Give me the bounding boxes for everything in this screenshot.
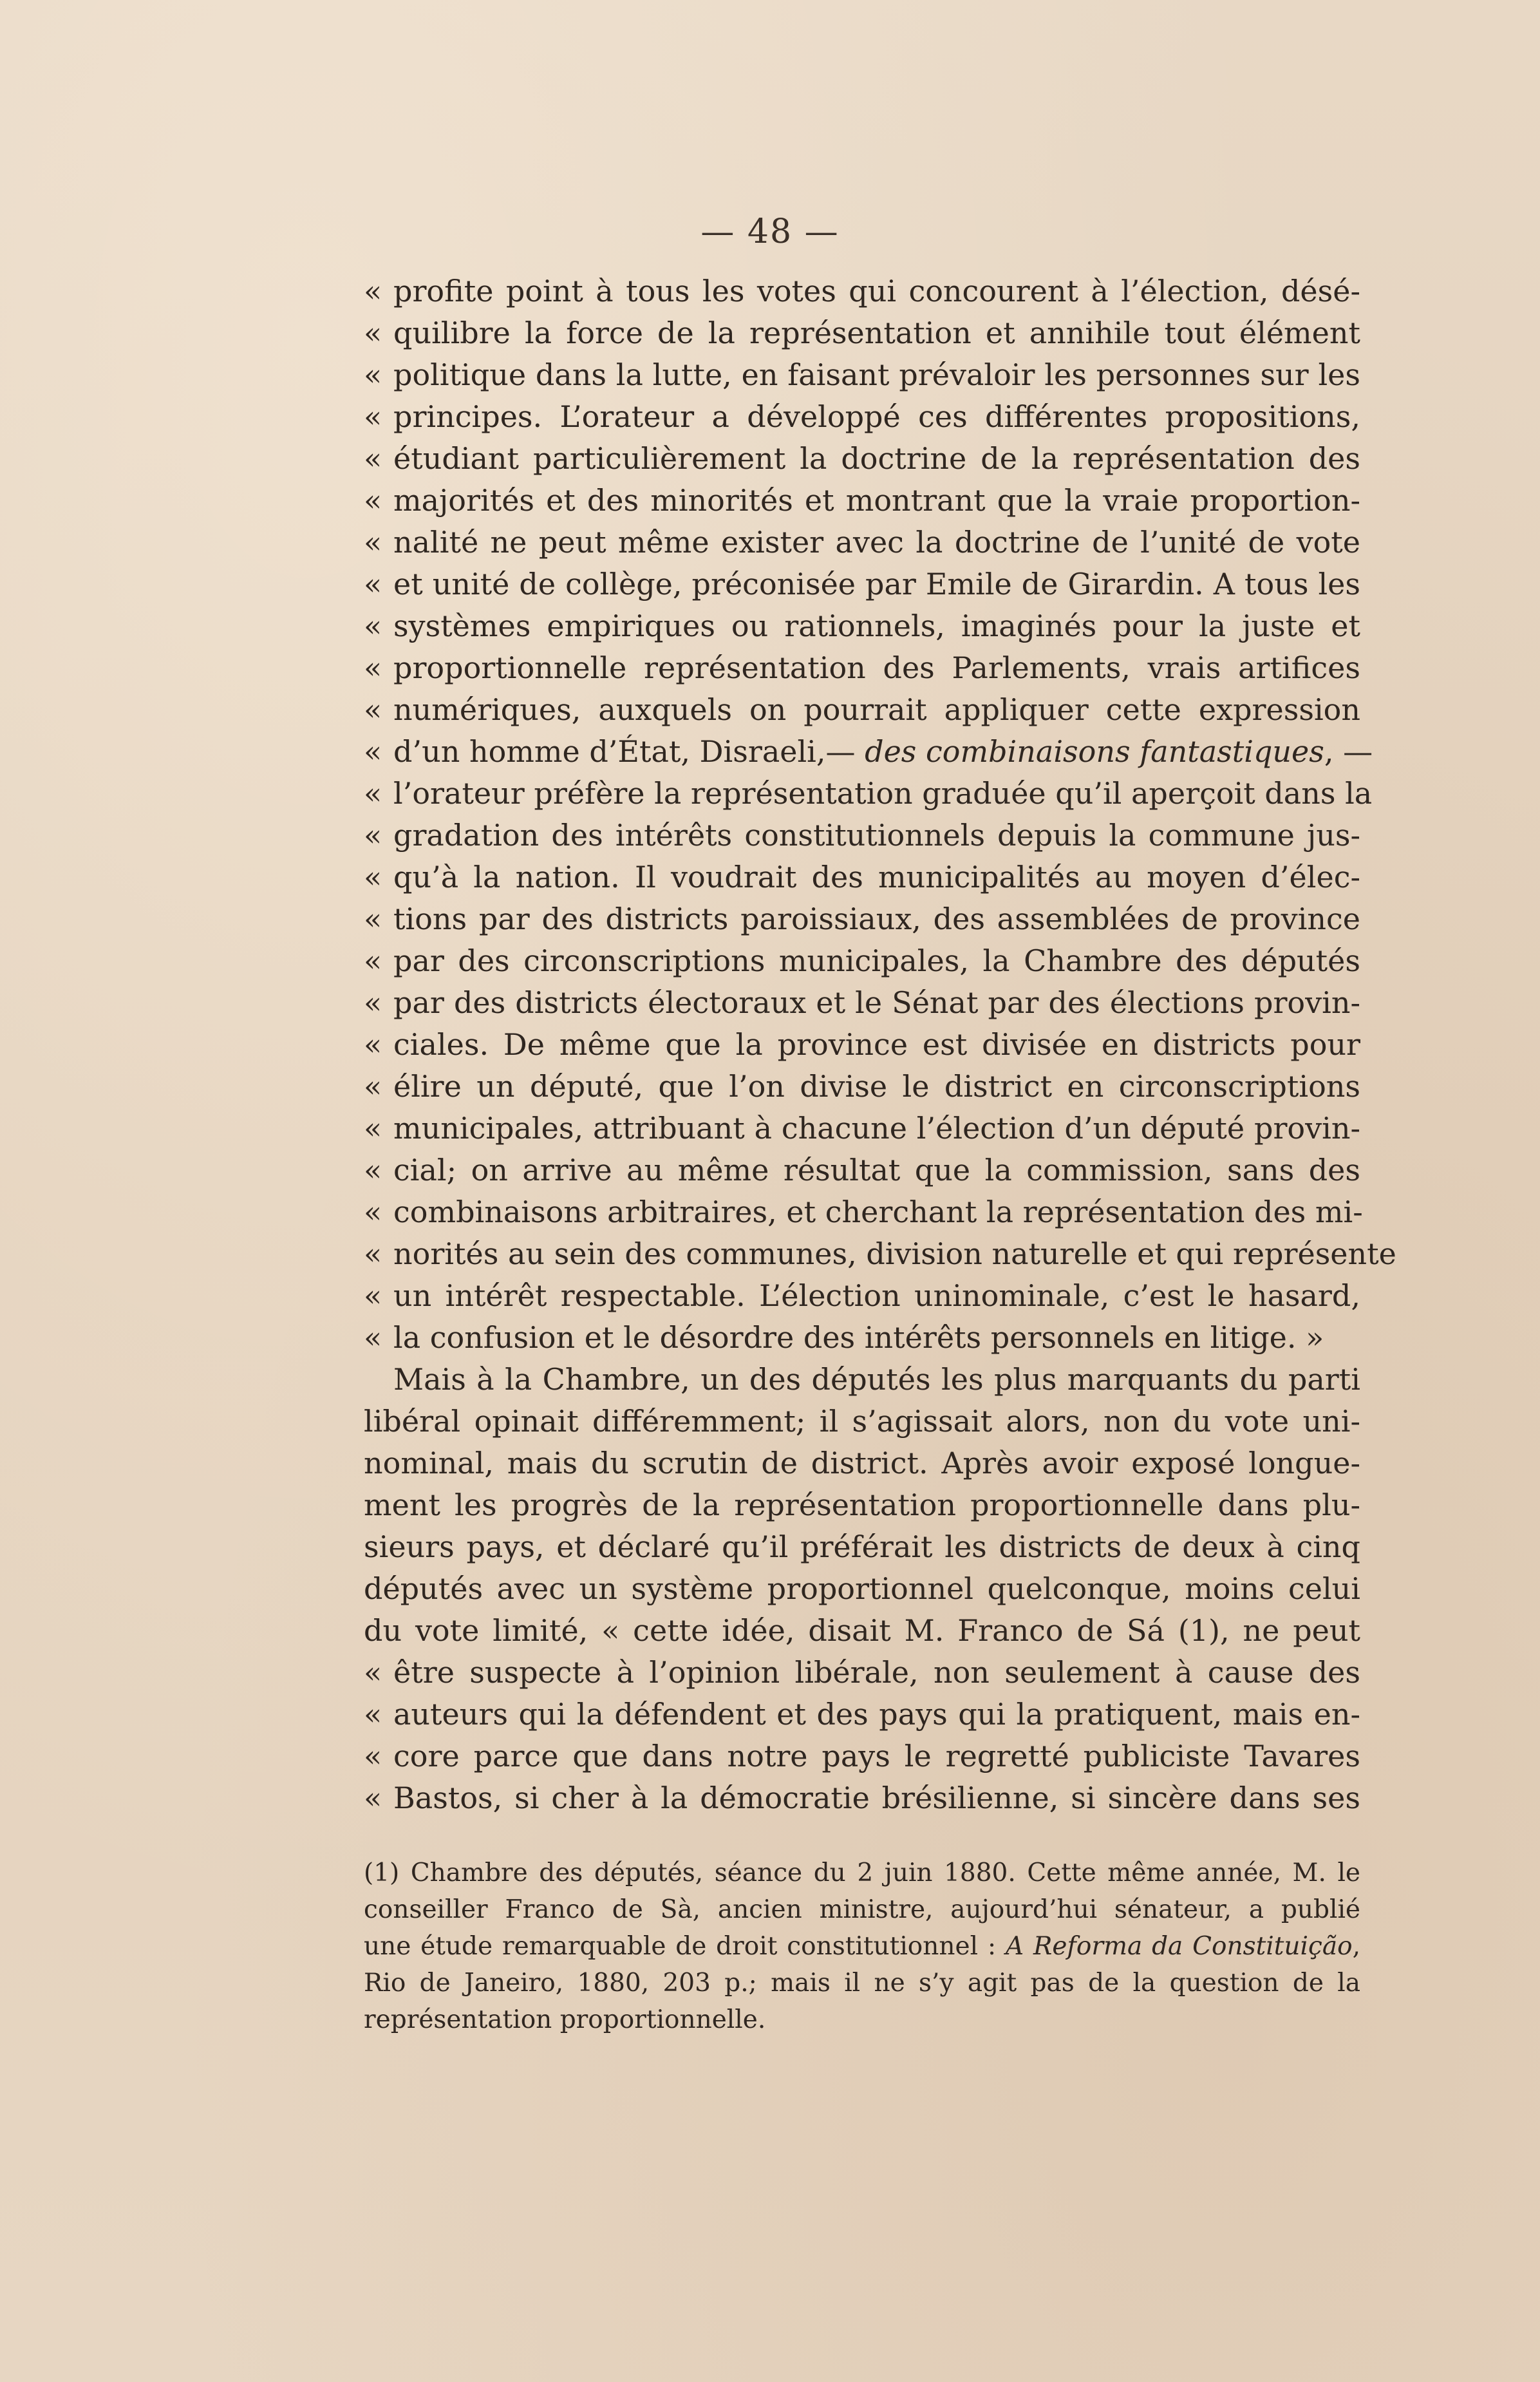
text-line: « par des circonscriptions municipales, la Chambre des députés: [364, 940, 1360, 982]
text-line: « tions par des districts paroissiaux, des assemblées de province: [364, 898, 1360, 940]
text-line: « Bastos, si cher à la démocratie brésilienne, si sincère dans ses: [364, 1777, 1360, 1819]
text-line: « nalité ne peut même exister avec la doctrine de l’unité de vote: [364, 522, 1360, 563]
italic-phrase: des combinaisons fantastiques: [865, 734, 1324, 769]
quote-mark: «: [364, 818, 382, 853]
text-line: « être suspecte à l’opinion libérale, non seulement à cause des: [364, 1652, 1360, 1694]
text-line: « un intérêt respectable. L’élection uninominale, c’est le hasard,: [364, 1275, 1360, 1317]
text-line: « cial; on arrive au même résultat que la commission, sans des: [364, 1149, 1360, 1191]
text-line: Mais à la Chambre, un des députés les plus marquants du parti: [393, 1362, 1360, 1397]
text-line: « ciales. De même que la province est divisée en districts pour: [364, 1024, 1360, 1066]
text-line: « qu’à la nation. Il voudrait des municipalités au moyen d’élec-: [364, 856, 1360, 898]
text-line: « quilibre la force de la représentation et annihile tout élément: [364, 312, 1360, 354]
text-line: « l’orateur préfère la représentation graduée qu’il aperçoit dans la: [364, 773, 1360, 815]
quote-mark: «: [364, 1739, 382, 1773]
text-line: ment les progrès de la représentation proportionnelle dans plu-: [364, 1488, 1360, 1522]
text-line: « norités au sein des communes, division naturelle et qui représente: [364, 1233, 1360, 1275]
quote-mark: «: [364, 609, 382, 643]
quote-mark: «: [364, 902, 382, 936]
quote-mark: «: [364, 1195, 382, 1229]
text-line: « proportionnelle représentation des Parlements, vrais artifices: [364, 647, 1360, 689]
text-line: sieurs pays, et déclaré qu’il préférait les districts de deux à cinq: [364, 1529, 1360, 1564]
text-line: « systèmes empiriques ou rationnels, imaginés pour la juste et: [364, 605, 1360, 647]
quote-mark: «: [364, 943, 382, 978]
text-line: « principes. L’orateur a développé ces différentes propositions,: [364, 396, 1360, 438]
text-line: « combinaisons arbitraires, et cherchant la représentation des mi-: [364, 1191, 1360, 1233]
quote-mark: «: [364, 1278, 382, 1313]
text-line: « d’un homme d’État, Disraeli,— des combinaisons fantastiques, —: [364, 731, 1360, 773]
quote-mark: «: [364, 1781, 382, 1815]
footnote-line: représentation proportionnelle.: [364, 2005, 766, 2034]
page-number: — 48 —: [700, 213, 840, 251]
text-line: « politique dans la lutte, en faisant prévaloir les personnes sur les: [364, 354, 1360, 396]
quote-mark: «: [364, 1236, 382, 1271]
footnote-line: une étude remarquable de droit constitutionnel : A Reforma da Constituição,: [364, 1932, 1360, 1961]
quote-mark: «: [364, 525, 382, 560]
quote-mark: «: [364, 1111, 382, 1146]
quote-mark: «: [364, 860, 382, 894]
quote-mark: «: [364, 357, 382, 392]
text-line: « numériques, auxquels on pourrait appliquer cette expression: [364, 689, 1360, 731]
footnote-line: Rio de Janeiro, 1880, 203 p.; mais il ne s’y agit pas de la question de la: [364, 1969, 1360, 1998]
text-line: « auteurs qui la défendent et des pays qui la pratiquent, mais en-: [364, 1694, 1360, 1735]
text-line: « par des districts électoraux et le Sénat par des élections provin-: [364, 982, 1360, 1024]
quote-mark: «: [364, 567, 382, 601]
text-line: libéral opinait différemment; il s’agissait alors, non du vote uni-: [364, 1404, 1360, 1439]
text-line: « core parce que dans notre pays le regretté publiciste Tavares: [364, 1735, 1360, 1777]
text-line: « la confusion et le désordre des intérêts personnels en litige. »: [364, 1317, 1360, 1359]
quote-mark: «: [364, 692, 382, 727]
text-line: « profite point à tous les votes qui concourent à l’élection, désé-: [364, 270, 1360, 312]
italic-title: A Reforma da Constituição: [1005, 1932, 1353, 1961]
quote-mark: «: [364, 650, 382, 685]
quote-mark: «: [364, 776, 382, 811]
quoted-passage: [364, 270, 1396, 1819]
text-line: « étudiant particulièrement la doctrine de la représentation des: [364, 438, 1360, 480]
quote-mark: «: [364, 1153, 382, 1187]
quote-mark: «: [364, 399, 382, 434]
quote-mark: «: [364, 734, 382, 769]
text-line: « élire un député, que l’on divise le district en circonscriptions: [364, 1066, 1360, 1108]
quote-mark: «: [364, 985, 382, 1020]
text-line: « municipales, attribuant à chacune l’élection d’un député provin-: [364, 1108, 1360, 1149]
quote-mark: «: [364, 316, 382, 350]
quote-mark: «: [364, 441, 382, 476]
quote-mark: «: [364, 1320, 382, 1355]
quote-mark: «: [364, 274, 382, 308]
footnote-line: conseiller Franco de Sà, ancien ministre, aujourd’hui sénateur, a publié: [364, 1895, 1360, 1924]
quote-mark: «: [364, 1069, 382, 1104]
text-line: du vote limité, « cette idée, disait M. Franco de Sá (1), ne peut: [364, 1613, 1360, 1648]
text-line: députés avec un système proportionnel quelconque, moins celui: [364, 1571, 1360, 1606]
text-line: « majorités et des minorités et montrant que la vraie proportion-: [364, 480, 1360, 522]
quote-mark: «: [364, 1655, 382, 1690]
footnote: [364, 1855, 1360, 2038]
text-line: « gradation des intérêts constitutionnels depuis la commune jus-: [364, 815, 1360, 856]
quote-mark: «: [364, 483, 382, 518]
quote-mark: «: [364, 1027, 382, 1062]
text-line: nominal, mais du scrutin de district. Après avoir exposé longue-: [364, 1446, 1360, 1480]
text-line: « et unité de collège, préconisée par Emile de Girardin. A tous les: [364, 563, 1360, 605]
footnote-line: (1) Chambre des députés, séance du 2 juin 1880. Cette même année, M. le: [364, 1858, 1360, 1887]
quote-mark: «: [364, 1697, 382, 1732]
